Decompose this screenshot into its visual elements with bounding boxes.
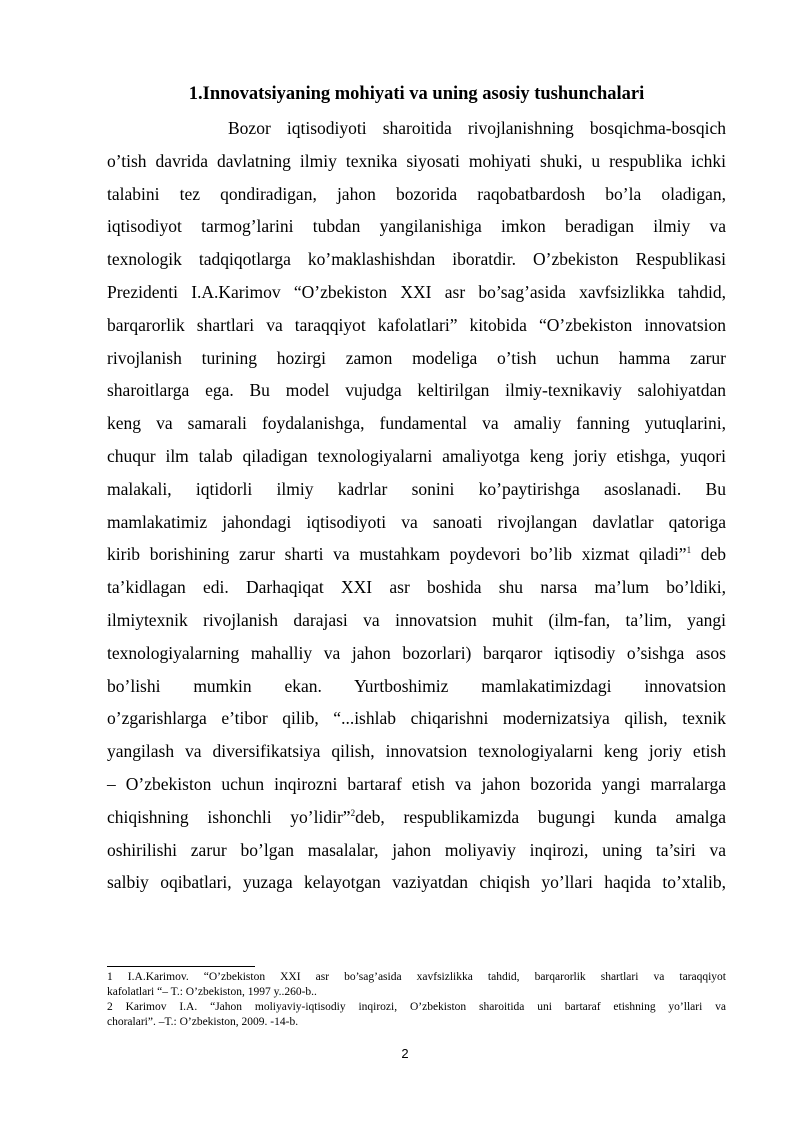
body-line: – O’zbekiston uchun inqirozni bartaraf etish va jahon bozorida yangi marralarga (107, 773, 726, 794)
page-number: 2 (401, 1046, 409, 1061)
line-text: chiqishning ishonchli yo’lidir” (107, 806, 351, 827)
footnote-ref-1[interactable]: 1 (686, 545, 692, 556)
body-line: sharoitlarga ega. Bu model vujudga keltirilgan ilmiy-texnikaviy salohiyatdan (107, 380, 726, 401)
body-line: ilmiytexnik rivojlanish darajasi va innovatsion muhit (ilm-fan, ta’lim, yangi (107, 609, 726, 630)
body-line: mamlakatimiz jahondagi iqtisodiyoti va sanoati rivojlangan davlatlar qatoriga (107, 511, 726, 532)
body-line: bo’lishi mumkin ekan. Yurtboshimiz mamlakatimizdagi innovatsion (107, 675, 726, 696)
line-text: deb, respublikamizda bugungi kunda amalga (355, 806, 726, 827)
body-line: texnologik tadqiqotlarga ko’maklashishdan iboratdir. O’zbekiston Respublikasi (107, 249, 726, 270)
footnote-ref-2[interactable]: 2 (350, 807, 356, 818)
body-paragraph (107, 112, 726, 899)
line-text: kirib borishining zarur sharti va mustahkam poydevori bo’lib xizmat qiladi” (107, 544, 687, 565)
footnote-line: 1 I.A.Karimov. “O’zbekiston XXI asr bo’sag’asida xavfsizlikka tahdid, barqarorlik shartlari va taraqqiyot (107, 971, 726, 983)
body-line: o’tish davrida davlatning ilmiy texnika siyosati mohiyati shuki, u respublika ichki (107, 150, 726, 171)
body-line-with-footnote-1 (107, 538, 726, 571)
body-line: salbiy oqibatlari, yuzaga kelayotgan vaziyatdan chiqish yo’llari haqida to’xtalib, (107, 872, 726, 893)
footnote-line: choralari”. –T.: O’zbekiston, 2009. -14-b. (107, 1016, 299, 1028)
footnote-1 (107, 970, 726, 1000)
body-line-with-footnote-2 (107, 801, 726, 834)
body-line: o’zgarishlarga e’tibor qilib, “...ishlab chiqarishni modernizatsiya qilish, texnik (107, 708, 726, 729)
body-line: barqarorlik shartlari va taraqqiyot kafolatlari” kitobida “O’zbekiston innovatsion (107, 314, 726, 335)
body-line: ta’kidlagan edi. Darhaqiqat XXI asr boshida shu narsa ma’lum bo’ldiki, (107, 577, 726, 598)
body-line: oshirilishi zarur bo’lgan masalalar, jahon moliyaviy inqirozi, uning ta’siri va (107, 839, 726, 860)
body-line: yangilash va diversifikatsiya qilish, innovatsion texnologiyalarni keng joriy etish (107, 741, 726, 762)
body-line: chuqur ilm talab qiladigan texnologiyalarni amaliyotga keng joriy etishga, yuqori (107, 445, 726, 466)
body-line: texnologiyalarning mahalliy va jahon bozorlari) barqaror iqtisodiy o’sishga asos (107, 642, 726, 663)
body-line: keng va samarali foydalanishga, fundamental va amaliy fanning yutuqlarini, (107, 413, 726, 434)
footnote-line: kafolatlari “– T.: O’zbekiston, 1997 y..260-b.. (107, 986, 317, 998)
footnote-line: 2 Karimov I.A. “Jahon moliyaviy-iqtisodiy inqirozi, O’zbekiston sharoitida uni bartaraf etishning yo’llari va (107, 1001, 726, 1013)
body-line: rivojlanish turining hozirgi zamon modeliga o’tish uchun hamma zarur (107, 347, 726, 368)
body-line: Bozor iqtisodiyoti sharoitida rivojlanishning bosqichma-bosqich (228, 118, 726, 138)
body-line: Prezidenti I.A.Karimov “O’zbekiston XXI asr bo’sag’asida xavfsizlikka tahdid, (107, 281, 726, 302)
footnote-separator (107, 966, 255, 967)
body-line: malakali, iqtidorli ilmiy kadrlar sonini ko’paytirishga asoslanadi. Bu (107, 478, 726, 499)
body-line: iqtisodiyot tarmog’larini tubdan yangilanishiga imkon beradigan ilmiy va (107, 216, 726, 237)
footnote-2 (107, 1000, 726, 1030)
line-text: deb (691, 544, 726, 565)
section-heading: 1.Innovatsiyaning mohiyati va uning asosiy tushunchalari (188, 84, 645, 104)
body-line: talabini tez qondiradigan, jahon bozorida raqobatbardosh bo’la oladigan, (107, 183, 726, 204)
footnotes (107, 970, 726, 1030)
